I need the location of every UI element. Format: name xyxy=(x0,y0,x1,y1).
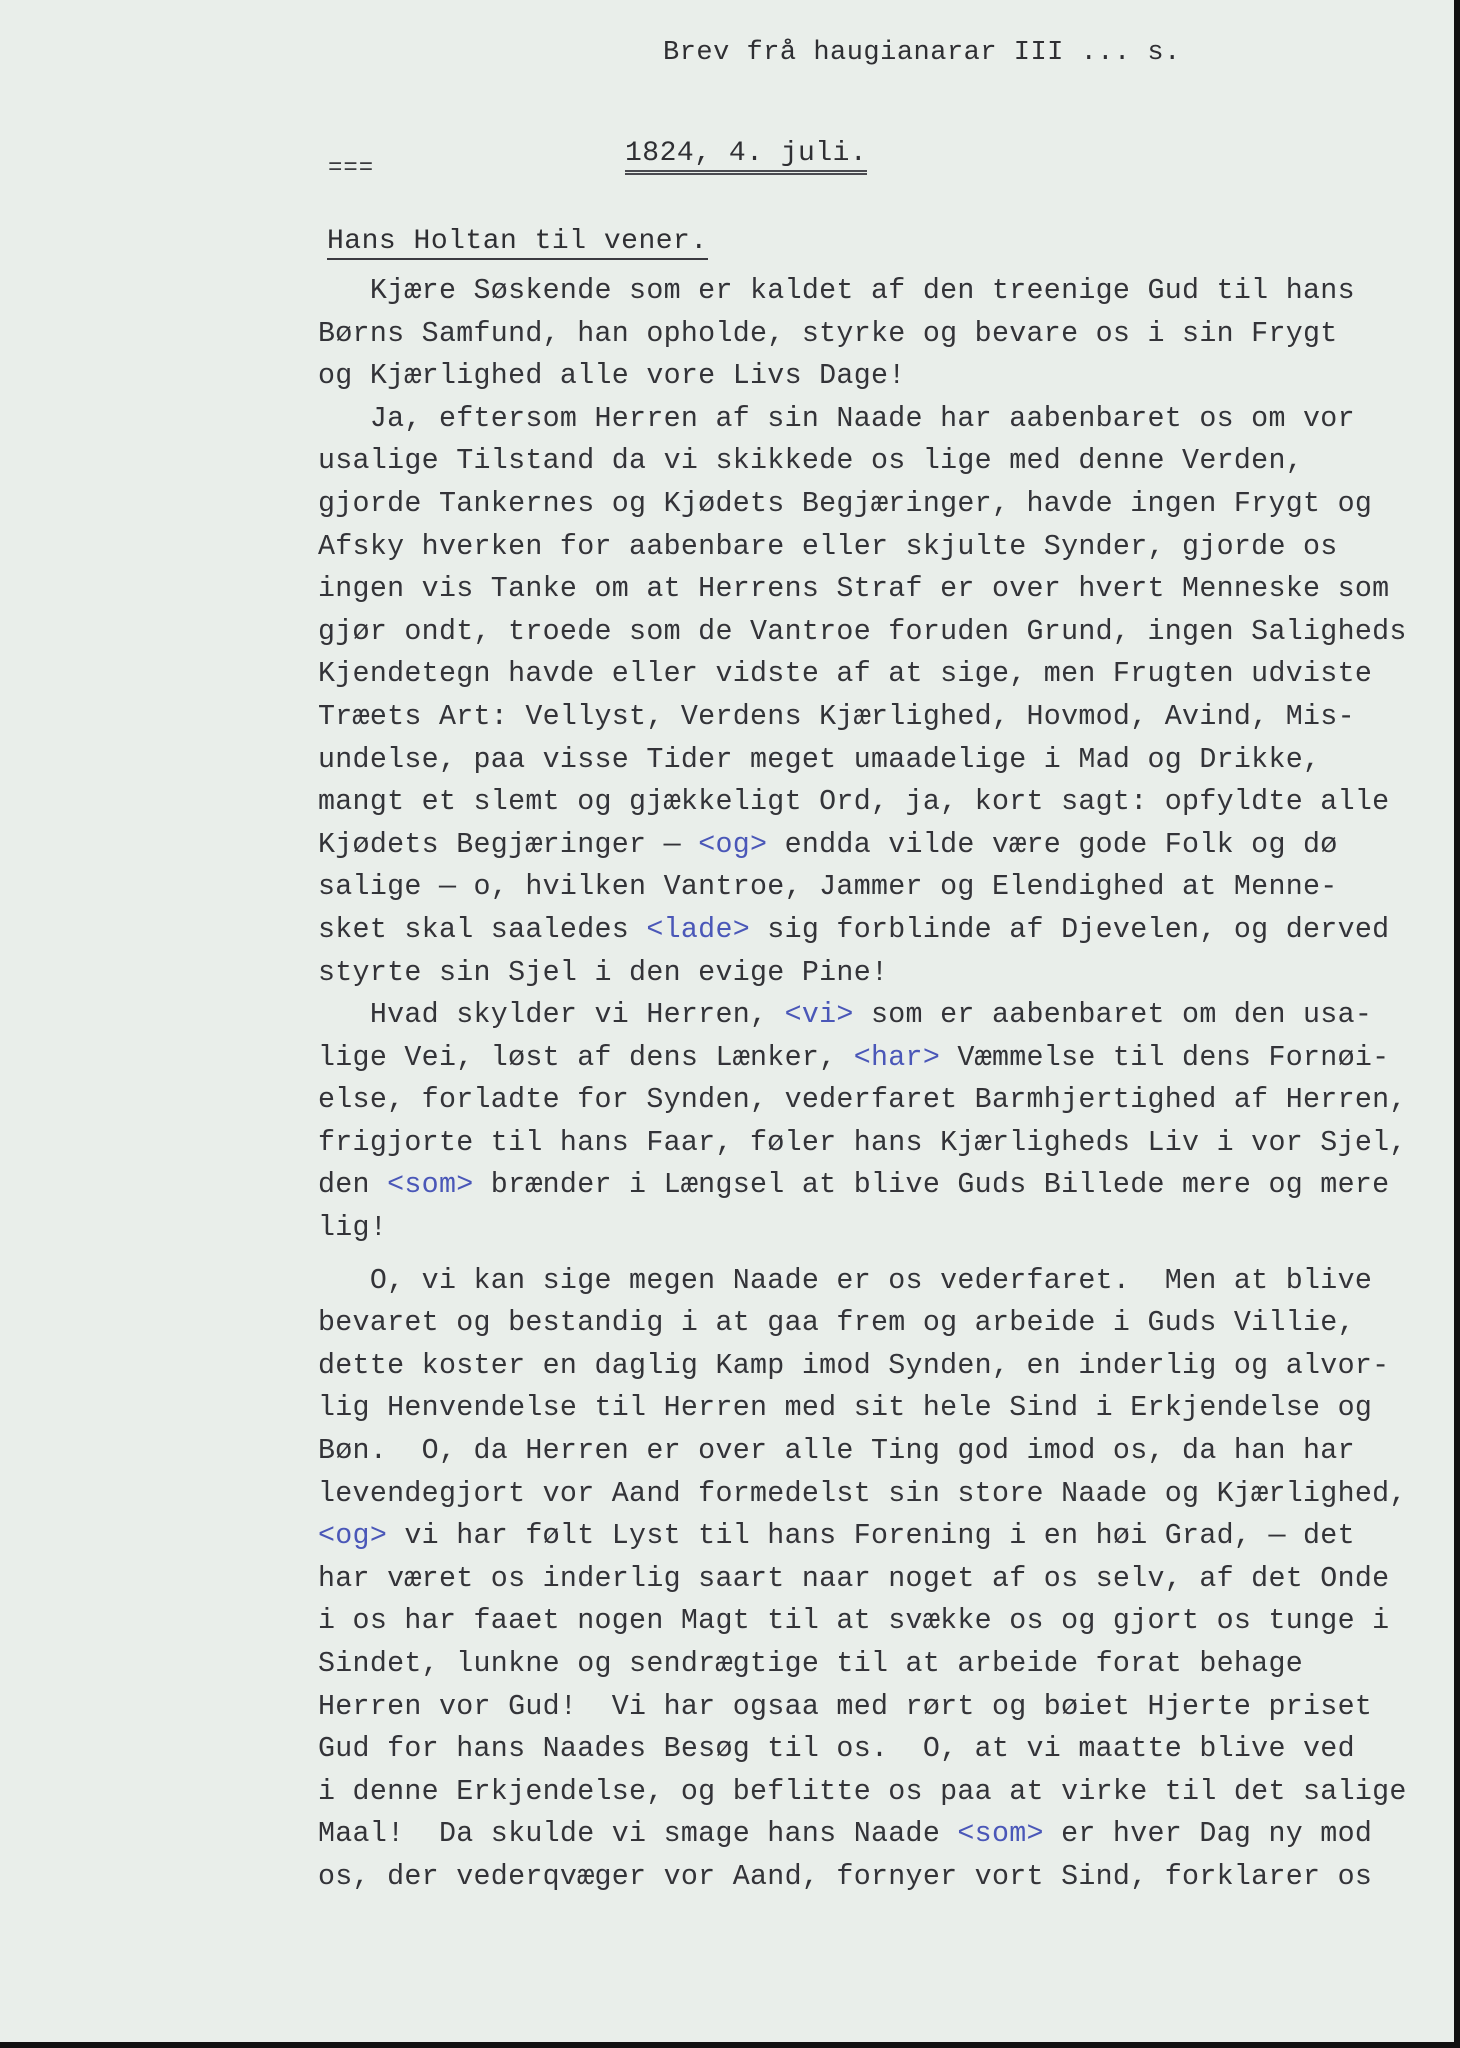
text-segment: Bøn. O, da Herren er over alle Ting god imod os, da han har xyxy=(318,1435,1355,1468)
text-segment: Herren vor Gud! Vi har ogsaa med rørt og bøiet Hjerte priset xyxy=(318,1690,1373,1723)
text-line xyxy=(318,1164,1443,1207)
text-segment: Børns Samfund, han opholde, styrke og bevare os i sin Frygt xyxy=(318,317,1338,350)
text-line xyxy=(318,1600,1443,1643)
letter-heading: Hans Holtan til vener. xyxy=(327,226,708,260)
text-segment: i os har faaet nogen Magt til at svække os og gjort os tunge i xyxy=(318,1605,1390,1638)
text-segment: Kjødets Begjæringer — xyxy=(318,828,699,861)
text-segment: else, forladte for Synden, vederfaret Barmhjertighed af Herren, xyxy=(318,1084,1407,1117)
text-line xyxy=(318,739,1443,782)
letter-body xyxy=(318,270,1443,1899)
text-line xyxy=(318,1643,1443,1686)
text-segment: Ja, eftersom Herren af sin Naade har aabenbaret os om vor xyxy=(318,402,1355,435)
text-line xyxy=(318,824,1443,867)
text-line xyxy=(318,355,1443,398)
text-line xyxy=(318,568,1443,611)
text-line xyxy=(318,781,1443,824)
text-line xyxy=(318,1122,1443,1165)
text-line xyxy=(318,909,1443,952)
text-line xyxy=(318,398,1443,441)
text-line xyxy=(318,1387,1443,1430)
editorial-insertion: <som> xyxy=(957,1818,1044,1851)
text-segment: styrte sin Sjel i den evige Pine! xyxy=(318,956,889,989)
text-line xyxy=(318,270,1443,313)
text-line xyxy=(318,313,1443,356)
text-line xyxy=(318,866,1443,909)
text-segment: i denne Erkjendelse, og beflitte os paa at virke til det salige xyxy=(318,1775,1407,1808)
series-title: Brev frå haugianarar III ... s. xyxy=(663,38,1181,68)
text-segment: Kjendetegn havde eller vidste af at sige, men Frugten udviste xyxy=(318,658,1373,691)
text-line xyxy=(318,696,1443,739)
text-segment: levendegjort vor Aand formedelst sin store Naade og Kjærlighed, xyxy=(318,1477,1407,1510)
text-segment: har været os inderlig saart naar noget af os selv, af det Onde xyxy=(318,1562,1390,1595)
text-line xyxy=(318,1260,1443,1303)
text-segment: os, der vederqvæger vor Aand, fornyer vort Sind, forklarer os xyxy=(318,1860,1373,1893)
text-segment: Maal! Da skulde vi smage hans Naade xyxy=(318,1818,958,1851)
text-segment: lig Henvendelse til Herren med sit hele Sind i Erkjendelse og xyxy=(318,1392,1373,1425)
text-segment: gjorde Tankernes og Kjødets Begjæringer, havde ingen Frygt og xyxy=(318,487,1373,520)
text-line xyxy=(318,1302,1443,1345)
text-line xyxy=(318,526,1443,569)
text-line xyxy=(318,1430,1443,1473)
text-segment: sket skal saaledes xyxy=(318,913,647,946)
text-segment: endda vilde være gode Folk og dø xyxy=(767,828,1338,861)
text-line xyxy=(318,1558,1443,1601)
editorial-insertion: <har> xyxy=(853,1041,941,1074)
text-segment: gjør ondt, troede som de Vantroe foruden Grund, ingen Saligheds xyxy=(318,615,1407,648)
text-segment: Gud for hans Naades Besøg til os. O, at vi maatte blive ved xyxy=(318,1733,1355,1766)
text-line xyxy=(318,483,1443,526)
text-segment: Væmmelse til dens Fornøi- xyxy=(940,1041,1390,1074)
text-segment: ingen vis Tanke om at Herrens Straf er over hvert Menneske som xyxy=(318,573,1390,606)
text-segment: mangt et slemt og gjækkeligt Ord, ja, kort sagt: opfyldte alle xyxy=(318,786,1390,819)
text-segment: den xyxy=(318,1169,388,1202)
text-line xyxy=(318,1079,1443,1122)
text-segment: Kjære Søskende som er kaldet af den treenige Gud til hans xyxy=(318,275,1355,307)
text-segment: er hver Dag ny mod xyxy=(1043,1818,1373,1851)
text-line xyxy=(318,1856,1443,1899)
text-segment: lige Vei, løst af dens Lænker, xyxy=(318,1041,854,1074)
letter-date: 1824, 4. juli. xyxy=(625,138,867,175)
editorial-insertion: <vi> xyxy=(784,999,854,1032)
text-line xyxy=(318,1345,1443,1388)
date-heading-wrap xyxy=(625,138,867,175)
text-segment: bevaret og bestandig i at gaa frem og arbeide i Guds Villie, xyxy=(318,1307,1355,1340)
text-segment: Hvad skylder vi Herren, xyxy=(318,999,785,1032)
text-line xyxy=(318,1473,1443,1516)
text-segment: Træets Art: Vellyst, Verdens Kjærlighed, Hovmod, Avind, Mis- xyxy=(318,700,1355,733)
text-segment: usalige Tilstand da vi skikkede os lige med denne Verden, xyxy=(318,445,1304,478)
text-segment: og Kjærlighed alle vore Livs Dage! xyxy=(318,360,906,393)
text-line xyxy=(318,1728,1443,1771)
editorial-insertion: <og> xyxy=(698,828,768,861)
text-line xyxy=(318,1771,1443,1814)
text-line xyxy=(318,1207,1443,1250)
editorial-insertion: <som> xyxy=(387,1169,474,1202)
text-line xyxy=(318,611,1443,654)
text-segment: brænder i Længsel at blive Guds Billede mere og mere xyxy=(473,1169,1390,1202)
text-line xyxy=(318,653,1443,696)
text-line xyxy=(318,1686,1443,1729)
text-segment: vi har følt Lyst til hans Forening i en høi Grad, — det xyxy=(387,1520,1355,1553)
text-segment: dette koster en daglig Kamp imod Synden, en inderlig og alvor- xyxy=(318,1349,1390,1382)
text-line xyxy=(318,1515,1443,1558)
text-line xyxy=(318,994,1443,1037)
section-marker: === xyxy=(328,155,375,182)
text-segment: lig! xyxy=(318,1212,388,1245)
text-segment: Sindet, lunkne og sendrægtige til at arbeide forat behage xyxy=(318,1648,1304,1680)
text-segment: O, vi kan sige megen Naade er os vederfaret. Men at blive xyxy=(318,1264,1373,1297)
text-line xyxy=(318,440,1443,483)
editorial-insertion: <lade> xyxy=(646,913,751,946)
text-segment: frigjorte til hans Faar, føler hans Kjærligheds Liv i vor Sjel, xyxy=(318,1126,1407,1159)
text-line xyxy=(318,1813,1443,1856)
text-segment: Afsky hverken for aabenbare eller skjulte Synder, gjorde os xyxy=(318,530,1338,563)
text-line xyxy=(318,952,1443,995)
text-line xyxy=(318,1037,1443,1080)
text-segment: som er aabenbaret om den usa- xyxy=(853,999,1373,1032)
editorial-insertion: <og> xyxy=(318,1520,388,1553)
text-segment: undelse, paa visse Tider meget umaadelige i Mad og Drikke, xyxy=(318,743,1321,776)
text-segment: sig forblinde af Djevelen, og derved xyxy=(750,913,1390,946)
text-segment: salige — o, hvilken Vantroe, Jammer og Elendighed at Menne- xyxy=(318,871,1338,904)
